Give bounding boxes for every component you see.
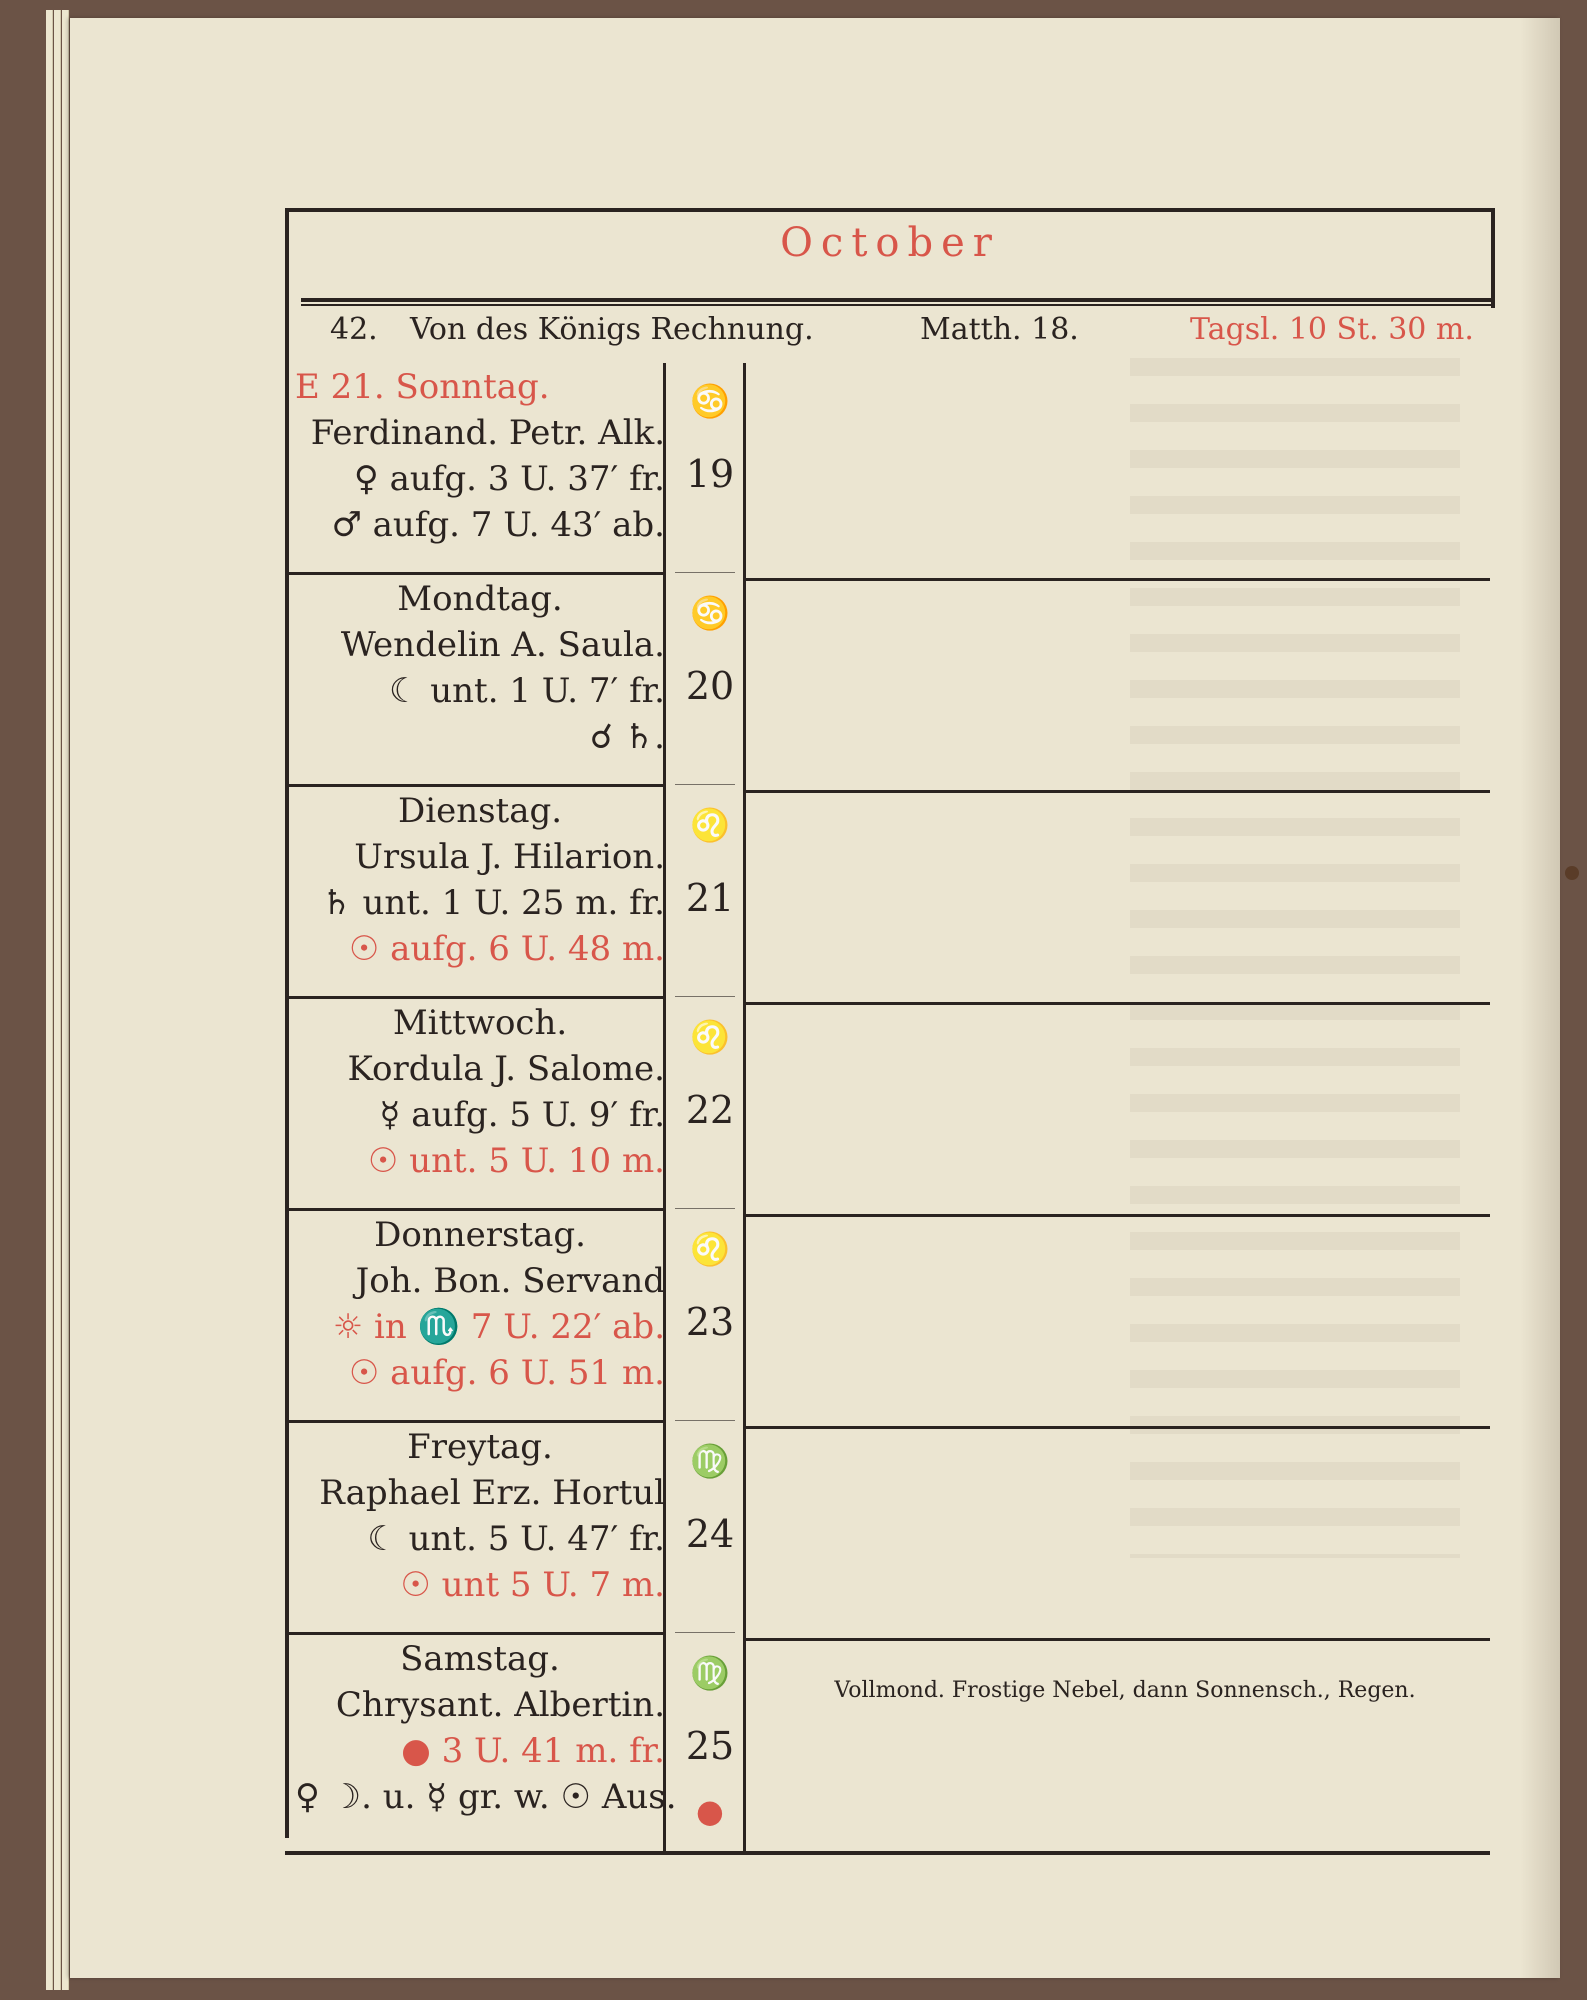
day-line: ☿ aufg. 5 U. 9′ fr.: [379, 1095, 665, 1135]
page-edge: [46, 10, 53, 1990]
day-length: Tagsl. 10 St. 30 m.: [1190, 312, 1474, 347]
day-line: Samstag.: [400, 1639, 560, 1679]
month-title: October: [780, 220, 1000, 266]
top-rule: [285, 208, 1495, 212]
day-line: ♀ aufg. 3 U. 37′ fr.: [353, 459, 665, 499]
row-divider: [285, 1420, 663, 1423]
day-entry: [295, 576, 675, 788]
calendar-table: [285, 208, 1495, 1868]
page-edge: [62, 10, 69, 1990]
left-rule: [285, 208, 289, 1838]
notes-divider: [746, 790, 1490, 793]
day-line: Mittwoch.: [392, 1003, 568, 1043]
zodiac-sign-icon: ♍: [690, 1442, 730, 1480]
zodiac-sign-icon: ♌: [690, 1018, 730, 1056]
row-divider: [285, 784, 663, 787]
zodiac-sign-icon: ♌: [690, 806, 730, 844]
day-line: ☉ unt. 5 U. 10 m.: [367, 1141, 665, 1181]
zodiac-sign-icon: ♋: [690, 382, 730, 420]
bottom-rule: [285, 1851, 1490, 1855]
day-entry: [295, 1212, 675, 1424]
gospel-reading: Von des Königs Rechnung.: [410, 312, 814, 347]
day-entry: [295, 1636, 675, 1848]
title-rule: [301, 298, 1495, 302]
day-line: Joh. Bon. Servand: [355, 1261, 665, 1301]
zodiac-sign-icon: ♍: [690, 1654, 730, 1692]
day-line: ● 3 U. 41 m. fr.: [401, 1731, 665, 1771]
day-entry: [295, 788, 675, 1000]
weather-note: Vollmond. Frostige Nebel, dann Sonnensch., Regen.: [834, 1678, 1416, 1703]
gospel-verse: Matth. 18.: [920, 312, 1079, 347]
day-line: ☾ unt. 1 U. 7′ fr.: [388, 671, 665, 711]
day-line: Donnerstag.: [374, 1215, 586, 1255]
number-divider: [675, 572, 735, 573]
row-divider: [285, 996, 663, 999]
day-line: ☉ aufg. 6 U. 48 m.: [348, 929, 665, 969]
day-line: Chrysant. Albertin.: [335, 1685, 665, 1725]
number-divider: [675, 1420, 735, 1421]
almanac-page: [70, 18, 1560, 1978]
number-divider: [675, 1208, 735, 1209]
day-line: Raphael Erz. Hortul: [319, 1473, 665, 1513]
full-moon-icon: ●: [696, 1792, 724, 1830]
notes-divider: [746, 1002, 1490, 1005]
day-line: E 21. Sonntag.: [295, 367, 550, 407]
number-divider: [675, 996, 735, 997]
day-line: ♄ unt. 1 U. 25 m. fr.: [321, 883, 665, 923]
number-divider: [675, 784, 735, 785]
day-line: Ferdinand. Petr. Alk.: [310, 413, 665, 453]
day-line: Mondtag.: [397, 579, 563, 619]
ink-spot: [1565, 866, 1579, 880]
week-number: 42.: [330, 312, 378, 347]
day-line: Dienstag.: [397, 791, 563, 831]
notes-divider: [746, 1638, 1490, 1641]
row-divider: [285, 1632, 663, 1635]
page-edge: [54, 10, 61, 1990]
notes-divider: [746, 578, 1490, 581]
day-entry: [295, 1424, 675, 1636]
row-divider: [285, 1208, 663, 1211]
day-number: 21: [685, 876, 735, 920]
day-line: Kordula J. Salome.: [347, 1049, 665, 1089]
day-line: ☌ ♄.: [590, 717, 665, 757]
zodiac-sign-icon: ♋: [690, 594, 730, 632]
number-divider: [675, 1632, 735, 1633]
day-entry: [295, 364, 675, 576]
day-line: Wendelin A. Saula.: [340, 625, 665, 665]
day-line: ☾ unt. 5 U. 47′ fr.: [367, 1519, 665, 1559]
notes-divider: [746, 1214, 1490, 1217]
week-header: [330, 305, 1490, 355]
day-line: Ursula J. Hilarion.: [354, 837, 665, 877]
day-line: ☉ unt 5 U. 7 m.: [400, 1565, 665, 1605]
day-entry: [295, 1000, 675, 1212]
zodiac-sign-icon: ♌: [690, 1230, 730, 1268]
day-line: ♀ ☽. u. ☿ gr. w. ☉ Aus.: [295, 1777, 677, 1817]
row-divider: [285, 572, 663, 575]
day-number: 20: [685, 664, 735, 708]
notes-divider: [746, 1426, 1490, 1429]
day-number: 19: [685, 452, 735, 496]
day-number: 25: [685, 1724, 735, 1768]
day-line: ☼ in ♏ 7 U. 22′ ab.: [332, 1307, 665, 1347]
day-number: 22: [685, 1088, 735, 1132]
day-number: 24: [685, 1512, 735, 1556]
day-number: 23: [685, 1300, 735, 1344]
day-line: ☉ aufg. 6 U. 51 m.: [348, 1353, 665, 1393]
day-line: Freytag.: [407, 1427, 553, 1467]
day-line: ♂ aufg. 7 U. 43′ ab.: [331, 505, 665, 545]
